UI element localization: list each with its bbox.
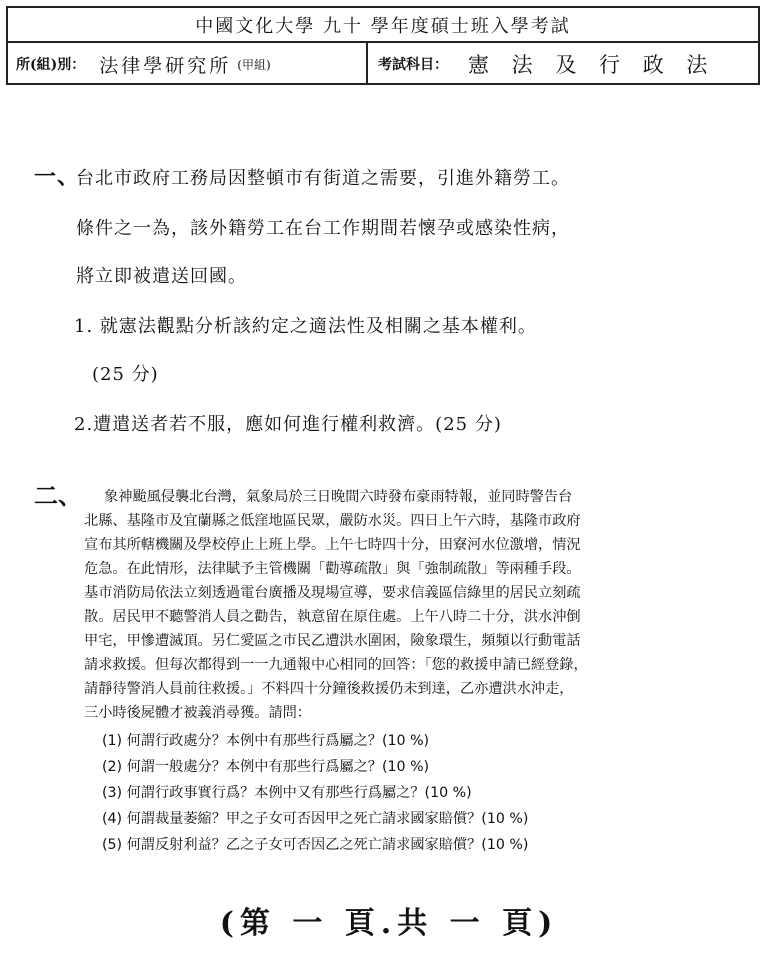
question-two-line: 散。居民甲不聽警消人員之勸告，執意留在原住處。上午八時二十分，洪水沖倒 — [84, 609, 581, 625]
department-value: 法律學研究所 — [99, 54, 232, 77]
question-one-marker: 一、 — [34, 165, 81, 190]
question-two-line: 宣布其所轄機關及學校停止上班上學。上午七時四十分，田寮河水位激增，情況 — [84, 537, 581, 553]
question-two-item: (2) 何謂一般處分？本例中有那些行爲屬之？(10 %) — [102, 759, 430, 775]
question-two-item: (3) 何謂行政事實行爲？本例中又有那些行爲屬之？(10 %) — [102, 785, 472, 801]
subject-value: 憲 法 及 行 政 法 — [468, 53, 716, 77]
question-two-item: (1) 何謂行政處分？本例中有那些行爲屬之？(10 %) — [102, 733, 430, 749]
department-cell — [8, 43, 368, 85]
question-one-line: 條件之一為，該外籍勞工在台工作期間若懷孕或感染性病， — [76, 218, 570, 239]
subject-label: 考試科目： — [378, 57, 448, 73]
subject-cell — [368, 43, 758, 85]
question-two-line: 請求救援。但每次都得到一一九通報中心相同的回答：「您的救援申請已經登錄， — [84, 657, 588, 673]
question-one-score: (25 分) — [92, 364, 159, 385]
question-two-line: 甲宅，甲慘遭滅頂。另仁愛區之市民乙遭洪水圍困，險象環生，頻頻以行動電話 — [84, 633, 581, 649]
question-one-subitem: 1. 就憲法觀點分析該約定之適法性及相關之基本權利。 — [74, 316, 537, 337]
question-two-marker: 二、 — [34, 482, 82, 510]
department-group: (甲組) — [237, 57, 271, 72]
question-one-subitem: 2.遭遣送者若不服，應如何進行權利救濟。(25 分) — [74, 414, 502, 435]
question-two-line: 三小時後屍體才被義消尋獲。請問： — [84, 705, 312, 721]
school-title: 中國文化大學 九十 學年度碩士班入學考試 — [195, 15, 571, 37]
question-one-line: 將立即被遣送回國。 — [76, 266, 247, 287]
question-one-line: 台北市政府工務局因整頓市有街道之需要，引進外籍勞工。 — [76, 168, 570, 189]
question-two-line: 請靜待警消人員前往救援。」不料四十分鐘後救援仍未到達，乙亦遭洪水沖走， — [84, 681, 574, 697]
question-two-line: 危急。在此情形，法律賦予主管機關「勸導疏散」與「強制疏散」等兩種手段。 — [84, 561, 581, 577]
question-two-line: 基市消防局依法立刻透過電台廣播及現場宣導，要求信義區信綠里的居民立刻疏 — [84, 585, 581, 601]
exam-header-table — [6, 6, 760, 85]
question-two-item: (5) 何謂反射利益？乙之子女可否因乙之死亡請求國家賠償？(10 %) — [102, 837, 529, 853]
department-label: 所(組)別： — [16, 57, 86, 73]
page-footer: (第 一 頁.共 一 頁) — [219, 906, 559, 941]
question-two-line: 北縣、基隆市及宜蘭縣之低窪地區民眾，嚴防水災。四日上午六時，基隆市政府 — [84, 513, 581, 529]
school-title-row — [8, 8, 758, 43]
question-two-line: 象神颱風侵襲北台灣，氣象局於三日晚間六時發布豪雨特報，並同時警告台 — [104, 489, 573, 505]
exam-info-row — [8, 43, 758, 85]
question-two-item: (4) 何謂裁量萎縮？甲之子女可否因甲之死亡請求國家賠償？(10 %) — [102, 811, 529, 827]
